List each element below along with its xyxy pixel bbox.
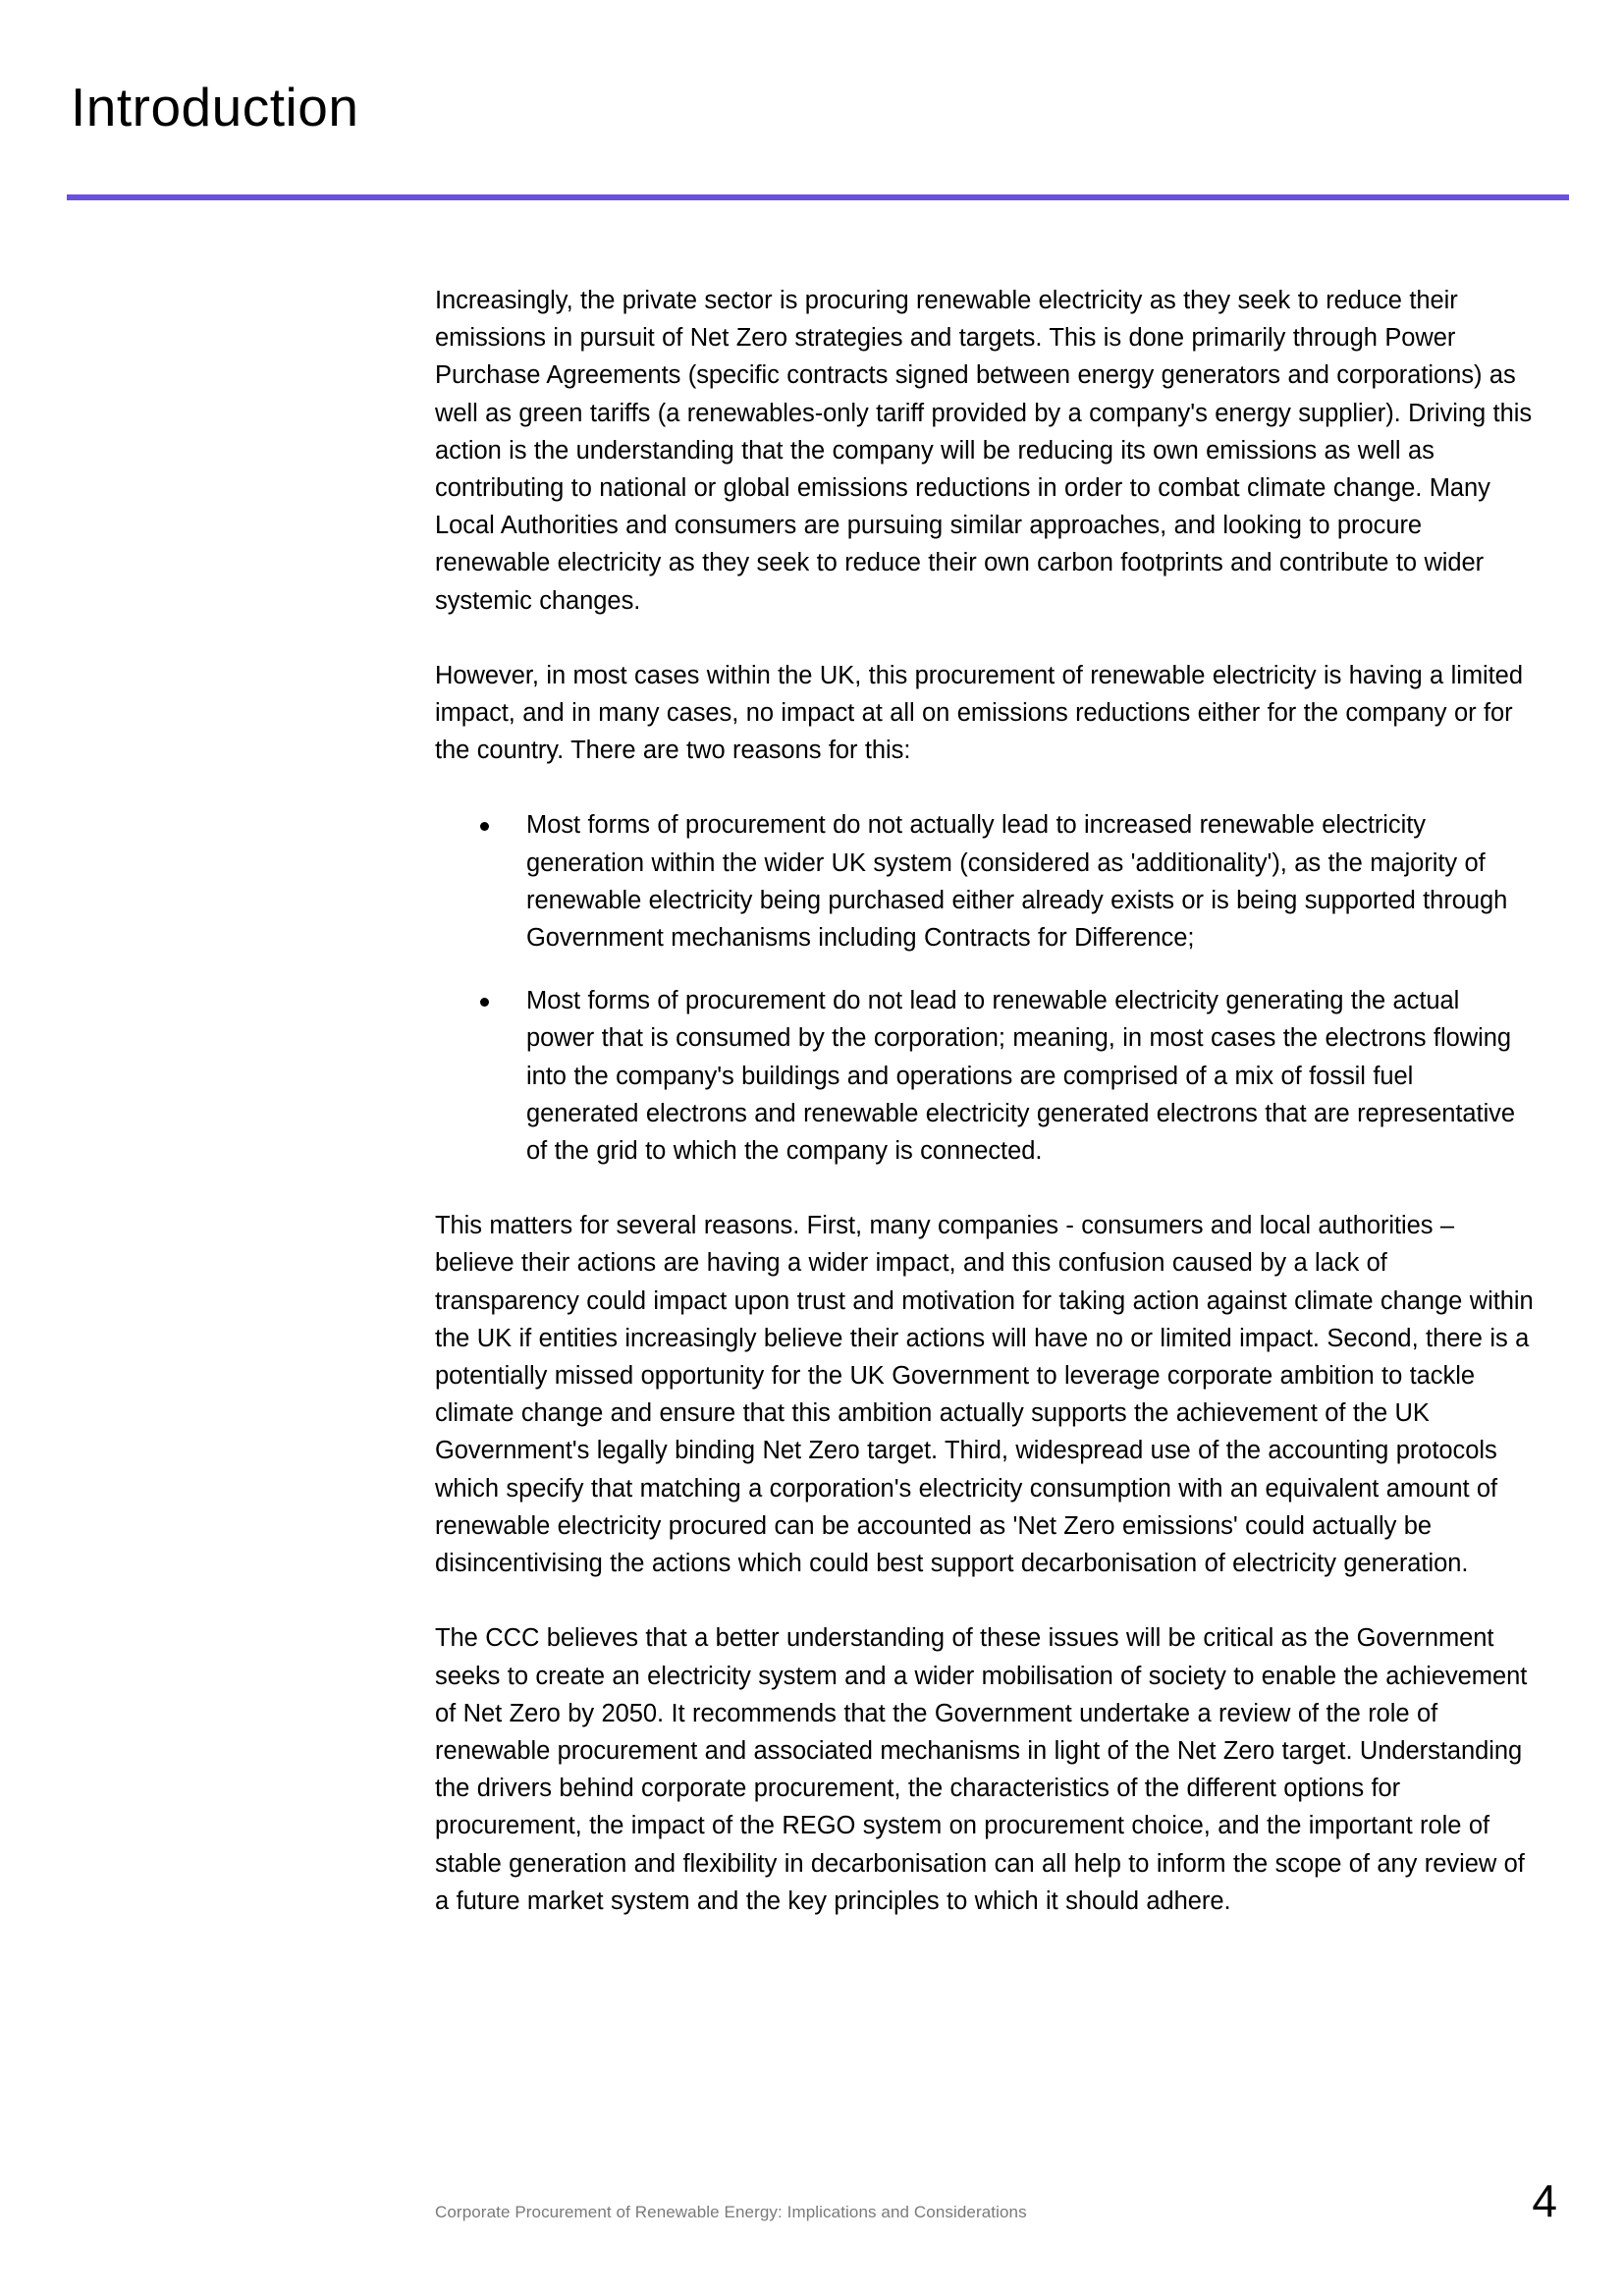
list-item (435, 982, 1537, 1170)
page-title: Introduction (71, 77, 359, 137)
page-number: 4 (1532, 2175, 1557, 2226)
header-divider-rule (67, 194, 1569, 200)
list-item-text: Most forms of procurement do not actually lead to increased renewable electricity generation within the wider UK system (considered as 'additionality'), as the majority of renewable electricity being purchased either already exists or is being supported through Government mechanisms including Contracts for Difference; (526, 811, 1508, 953)
footer-document-title: Corporate Procurement of Renewable Energy: Implications and Considerations (435, 2203, 1027, 2221)
body-paragraph-1: Increasingly, the private sector is procuring renewable electricity as they seek to reduce their emissions in pursuit of Net Zero strategies and targets. This is done primarily through Power Purchase Agreements (specific contracts signed between energy generators and corporations) as well as green tariffs (a renewables-only tariff provided by a company's energy supplier). Driving this action is the understanding that the company will be reducing its own emissions as well as contributing to national or global emissions reductions in order to combat climate change. Many Local Authorities and consumers are pursuing similar approaches, and looking to procure renewable electricity as they seek to reduce their own carbon footprints and contribute to wider systemic changes. (435, 287, 1533, 615)
bullet-dot-icon (480, 822, 489, 831)
document-body (435, 282, 1537, 1920)
list-item-text: Most forms of procurement do not lead to renewable electricity generating the actual power that is consumed by the corporation; meaning, in most cases the electrons flowing into the company's buildings and operations are comprised of a mix of fossil fuel generated electrons and renewable electricity generated electrons that are representative of the grid to which the company is connected. (526, 987, 1516, 1166)
page-footer (0, 2159, 1624, 2296)
page-header (0, 0, 1624, 201)
body-paragraph-3: This matters for several reasons. First, many companies - consumers and local authorities – believe their actions are having a wider impact, and this confusion caused by a lack of transparency could impact upon trust and motivation for taking action against climate change within the UK if entities increasingly believe their actions will have no or limited impact. Second, there is a potentially missed opportunity for the UK Government to leverage corporate ambition to tackle climate change and ensure that this ambition actually supports the achievement of the UK Government's legally binding Net Zero target. Third, widespread use of the accounting protocols which specify that matching a corporation's electricity consumption with an equivalent amount of renewable electricity procured can be accounted as 'Net Zero emissions' could actually be disincentivising the actions which could best support decarbonisation of electricity generation. (435, 1212, 1534, 1578)
reasons-bullet-list (435, 806, 1537, 1170)
bullet-dot-icon (480, 998, 489, 1007)
list-item (435, 806, 1537, 957)
body-paragraph-4: The CCC believes that a better understanding of these issues will be critical as the Government seeks to create an electricity system and a wider mobilisation of society to enable the achievement of Net Zero by 2050. It recommends that the Government undertake a review of the role of renewable procurement and associated mechanisms in light of the Net Zero target. Understanding the drivers behind corporate procurement, the characteristics of the different options for procurement, the impact of the REGO system on procurement choice, and the important role of stable generation and flexibility in decarbonisation can all help to inform the scope of any review of a future market system and the key principles to which it should adhere. (435, 1624, 1528, 1915)
body-paragraph-2: However, in most cases within the UK, this procurement of renewable electricity is having a limited impact, and in many cases, no impact at all on emissions reductions either for the company or for the country. There are two reasons for this: (435, 661, 1523, 765)
